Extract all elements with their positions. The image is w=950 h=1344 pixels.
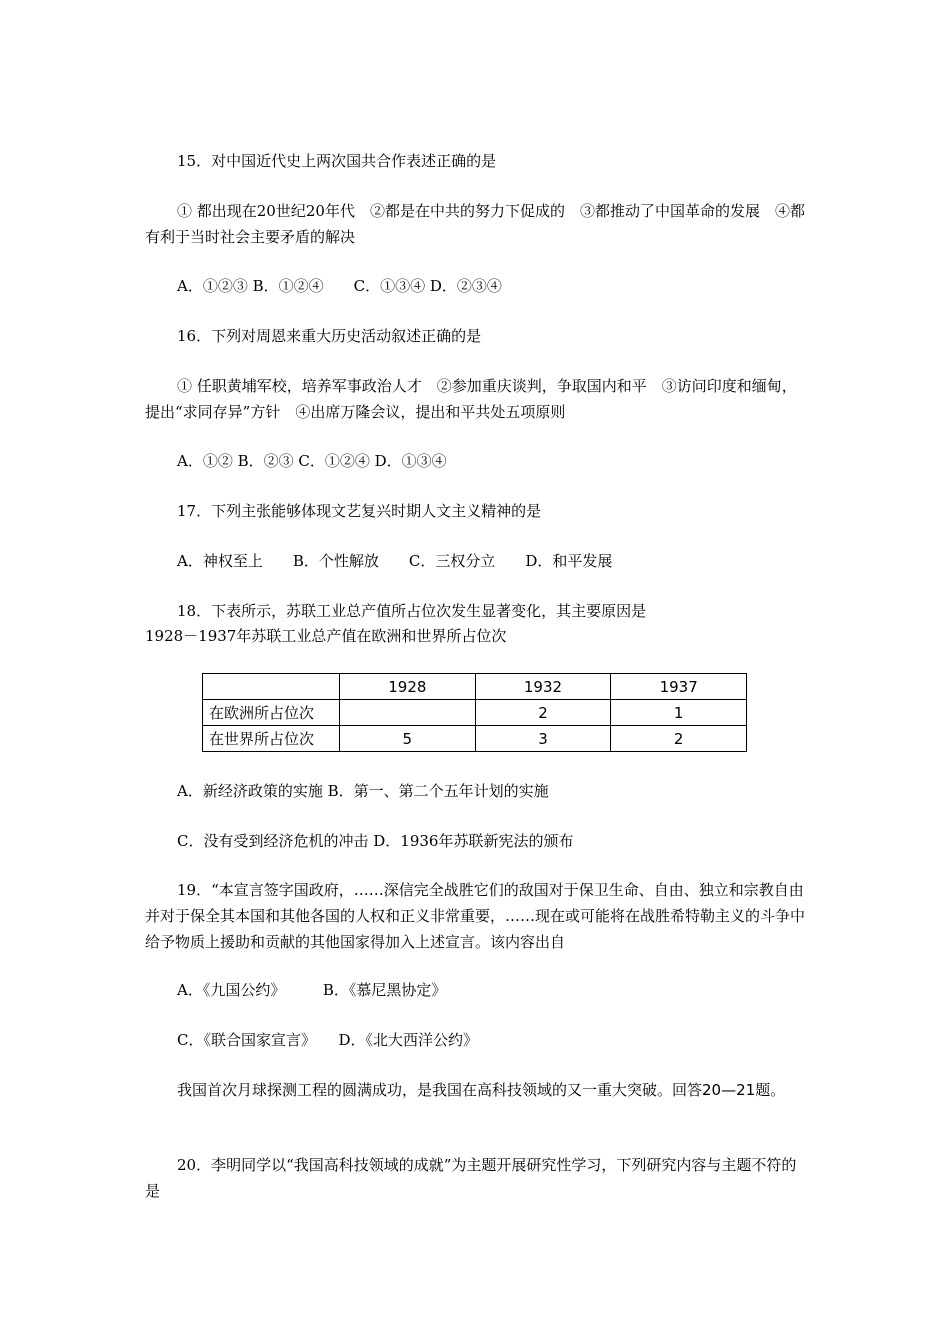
q16-choices: A．①② B．②③ C．①②④ D．①③④ <box>177 452 447 470</box>
table-cell <box>203 674 340 700</box>
question-range-label: 20—21 <box>702 1081 756 1099</box>
q18-choices-line1: A．新经济政策的实施 B．第一、第二个五年计划的实施 <box>177 782 549 800</box>
q16-options: ① 任职黄埔军校，培养军事政治人才 ②参加重庆谈判，争取国内和平 ③访问印度和缅甸，提出“求同存异”方针 ④出席万隆会议，提出和平共处五项原则 <box>145 377 797 421</box>
q18-stem: 18．下表所示，苏联工业总产值所占位次发生显著变化，其主要原因是 <box>177 602 647 620</box>
q18-ranking-table <box>202 673 747 752</box>
q17-choices: A．神权至上 B．个性解放 C．三权分立 D．和平发展 <box>177 552 613 570</box>
q15-choices: A．①②③ B．①②④ C．①③④ D．②③④ <box>177 277 502 295</box>
table-cell: 1932 <box>475 674 611 700</box>
q19-choices-line2: C．《联合国家宣言》 D．《北大西洋公约》 <box>177 1031 479 1049</box>
table-cell: 在世界所占位次 <box>203 726 340 752</box>
table-cell: 2 <box>475 700 611 726</box>
table-cell: 3 <box>475 726 611 752</box>
q19-stem: 19．“本宣言签字国政府，……深信完全战胜它们的敌国对于保卫生命、自由、独立和宗教自由并对于保全其本国和其他各国的人权和正义非常重要，……现在或可能将在战胜希特勒主义的斗争中给予物质上援助和贡献的其他国家得加入上述宣言。该内容出自 <box>145 881 806 951</box>
q15-stem: 15．对中国近代史上两次国共合作表述正确的是 <box>177 152 497 170</box>
table-row <box>203 700 747 726</box>
q19-choices-line1: A．《九国公约》 B．《慕尼黑协定》 <box>177 981 447 999</box>
q18-table-caption: 1928－1937年苏联工业总产值在欧洲和世界所占位次 <box>145 627 507 645</box>
q15-options: ① 都出现在20世纪20年代 ②都是在中共的努力下促成的 ③都推动了中国革命的发展 ④都有利于当时社会主要矛盾的解决 <box>145 202 805 246</box>
table-cell: 在欧洲所占位次 <box>203 700 340 726</box>
table-cell: 1937 <box>611 674 747 700</box>
table-cell: 1 <box>611 700 747 726</box>
table-header-row <box>203 674 747 700</box>
table-cell: 1928 <box>340 674 476 700</box>
table-row <box>203 726 747 752</box>
q18-choices-line2: C．没有受到经济危机的冲击 D．1936年苏联新宪法的颁布 <box>177 832 574 850</box>
table-cell: 2 <box>611 726 747 752</box>
q17-stem: 17．下列主张能够体现文艺复兴时期人文主义精神的是 <box>177 502 542 520</box>
table-cell: 5 <box>340 726 476 752</box>
intro-suffix: 题。 <box>755 1081 786 1099</box>
intro-20-21 <box>145 1077 807 1103</box>
q20-stem: 20．李明同学以“我国高科技领域的成就”为主题开展研究性学习，下列研究内容与主题不符的是 <box>145 1156 797 1200</box>
intro-text: 我国首次月球探测工程的圆满成功，是我国在高科技领域的又一重大突破。回答 <box>177 1081 703 1099</box>
table-cell <box>340 700 476 726</box>
q16-stem: 16．下列对周恩来重大历史活动叙述正确的是 <box>177 327 482 345</box>
